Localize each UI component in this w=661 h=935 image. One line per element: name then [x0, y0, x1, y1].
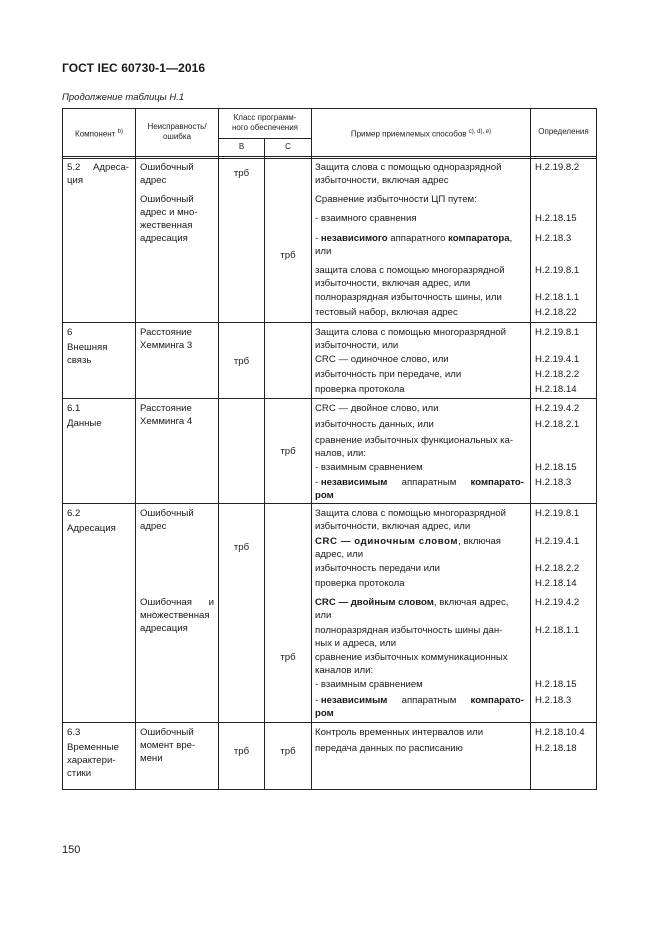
header-class-b: В [238, 142, 245, 151]
class-c-value: трб [280, 652, 296, 663]
component-cell: 6 Внешняя связь [67, 327, 108, 366]
method-text: CRC — одиночным словом, включая адрес, или [315, 536, 501, 560]
definition-ref: H.2.18.1.1 [535, 625, 580, 636]
method-text: Защита слова с помощью многоразрядной избыточности, включая адрес, или [315, 508, 507, 532]
fault-cell: Ошибочный адрес и мно- жественная адресация [140, 194, 198, 244]
method-text: полноразрядная избыточность шины, или [315, 292, 502, 303]
method-text: сравнение избыточных функциональных ка- налов, или: [315, 435, 514, 459]
component-cell: 6.3 Временные характери- стики [67, 727, 119, 779]
definition-ref: H.2.18.14 [535, 578, 577, 589]
method-text: передача данных по расписанию [315, 743, 463, 754]
method-text: Защита слова с помощью многоразрядной избыточности, или [315, 327, 507, 351]
method-text: - взаимного сравнения [315, 213, 417, 224]
method-text: избыточность данных, или [315, 419, 434, 430]
header-software-class: Класс программ- ного обеспечения [231, 113, 299, 132]
class-b-value: трб [233, 356, 250, 367]
method-text: полноразрядная избыточность шины дан- ных и адреса, или [315, 625, 503, 649]
component-cell: 6.2 Адресация [67, 508, 116, 534]
method-text: проверка протокола [315, 384, 405, 395]
header-class-c: С [285, 142, 291, 151]
definition-ref: H.2.18.15 [535, 679, 577, 690]
method-text: - независимым аппаратным компарато- ром [315, 695, 524, 719]
component-cell: 6.1 Данные [67, 403, 102, 429]
fault-cell: Расстояние Хемминга 4 [140, 403, 193, 427]
definition-ref: H.2.19.4.1 [535, 354, 580, 365]
definition-ref: H.2.19.4.2 [535, 597, 580, 608]
header-component: Компонент $^{b)}$ [75, 129, 123, 139]
method-text: - взаимным сравнением [315, 679, 423, 690]
definition-ref: H.2.19.4.1 [535, 536, 580, 547]
method-text: сравнение избыточных коммуникационных каналов или: [315, 652, 508, 676]
method-text: Защита слова с помощью одноразрядной избыточности, включая адрес [315, 162, 502, 186]
definition-ref: H.2.19.4.2 [535, 403, 580, 414]
definition-ref: H.2.18.2.2 [535, 369, 580, 380]
class-c-value: трб [280, 446, 296, 457]
method-text: защита слова с помощью многоразрядной избыточности, включая адрес, или [315, 265, 505, 289]
method-text: избыточность при передаче, или [315, 369, 462, 380]
fault-cell: Ошибочный момент вре- мени [140, 727, 196, 764]
method-text: - независимым аппаратным компарато- ром [315, 477, 524, 501]
fault-cell: Ошибочный адрес [140, 508, 194, 532]
definition-ref: H.2.18.15 [535, 462, 577, 473]
table-caption: Продолжение таблицы Н.1 [62, 92, 185, 103]
method-text: избыточность передачи или [315, 563, 440, 574]
fault-cell: Ошибочная и множественная адресация [140, 597, 214, 634]
class-b-value: трб [233, 168, 250, 179]
fault-cell: Расстояние Хемминга 3 [140, 327, 193, 351]
header-definitions: Определения [538, 127, 589, 136]
definition-ref: H.2.18.3 [535, 695, 572, 706]
definition-ref: H.2.18.2.2 [535, 563, 580, 574]
definition-ref: H.2.18.3 [535, 477, 572, 488]
method-text: CRC — двойное слово, или [315, 403, 439, 414]
fault-cell: Ошибочный адрес [140, 162, 194, 186]
method-text: - взаимным сравнением [315, 462, 423, 473]
method-text: Сравнение избыточности ЦП путем: [315, 194, 477, 205]
header-example-methods: Пример приемлемых способов $^{c), d), e)}$ [350, 129, 492, 139]
definition-ref: H.2.18.14 [535, 384, 577, 395]
method-text: Контроль временных интервалов или [315, 727, 484, 738]
component-cell: 5.2 Адреса- ция [67, 162, 129, 186]
class-b-value: трб [233, 746, 250, 757]
definition-ref: H.2.19.8.2 [535, 162, 580, 173]
method-text: CRC — одиночное слово, или [315, 354, 449, 365]
method-text: - независимого аппаратного компаратора, или [315, 233, 513, 257]
definition-ref: H.2.18.10.4 [535, 727, 585, 738]
definition-ref: H.2.19.8.1 [535, 327, 580, 338]
method-text: CRC — двойным словом, включая адрес, или [315, 597, 509, 621]
definition-ref: H.2.19.8.1 [535, 265, 580, 276]
definition-ref: H.2.19.8.1 [535, 508, 580, 519]
page-number: 150 [62, 844, 81, 856]
class-b-value: трб [233, 542, 250, 553]
standard-title: ГОСТ IEC 60730-1—2016 [62, 61, 206, 75]
class-c-value: трб [280, 250, 296, 261]
definition-ref: H.2.18.2.1 [535, 419, 580, 430]
method-text: тестовый набор, включая адрес [315, 307, 458, 318]
class-c-value: трб [280, 746, 296, 757]
definition-ref: H.2.18.3 [535, 233, 572, 244]
header-fault: Неисправность/ ошибка [147, 122, 207, 141]
method-text: проверка протокола [315, 578, 405, 589]
definition-ref: H.2.18.22 [535, 307, 577, 318]
definition-ref: H.2.18.15 [535, 213, 577, 224]
definition-ref: H.2.18.1.1 [535, 292, 580, 303]
definition-ref: H.2.18.18 [535, 743, 577, 754]
